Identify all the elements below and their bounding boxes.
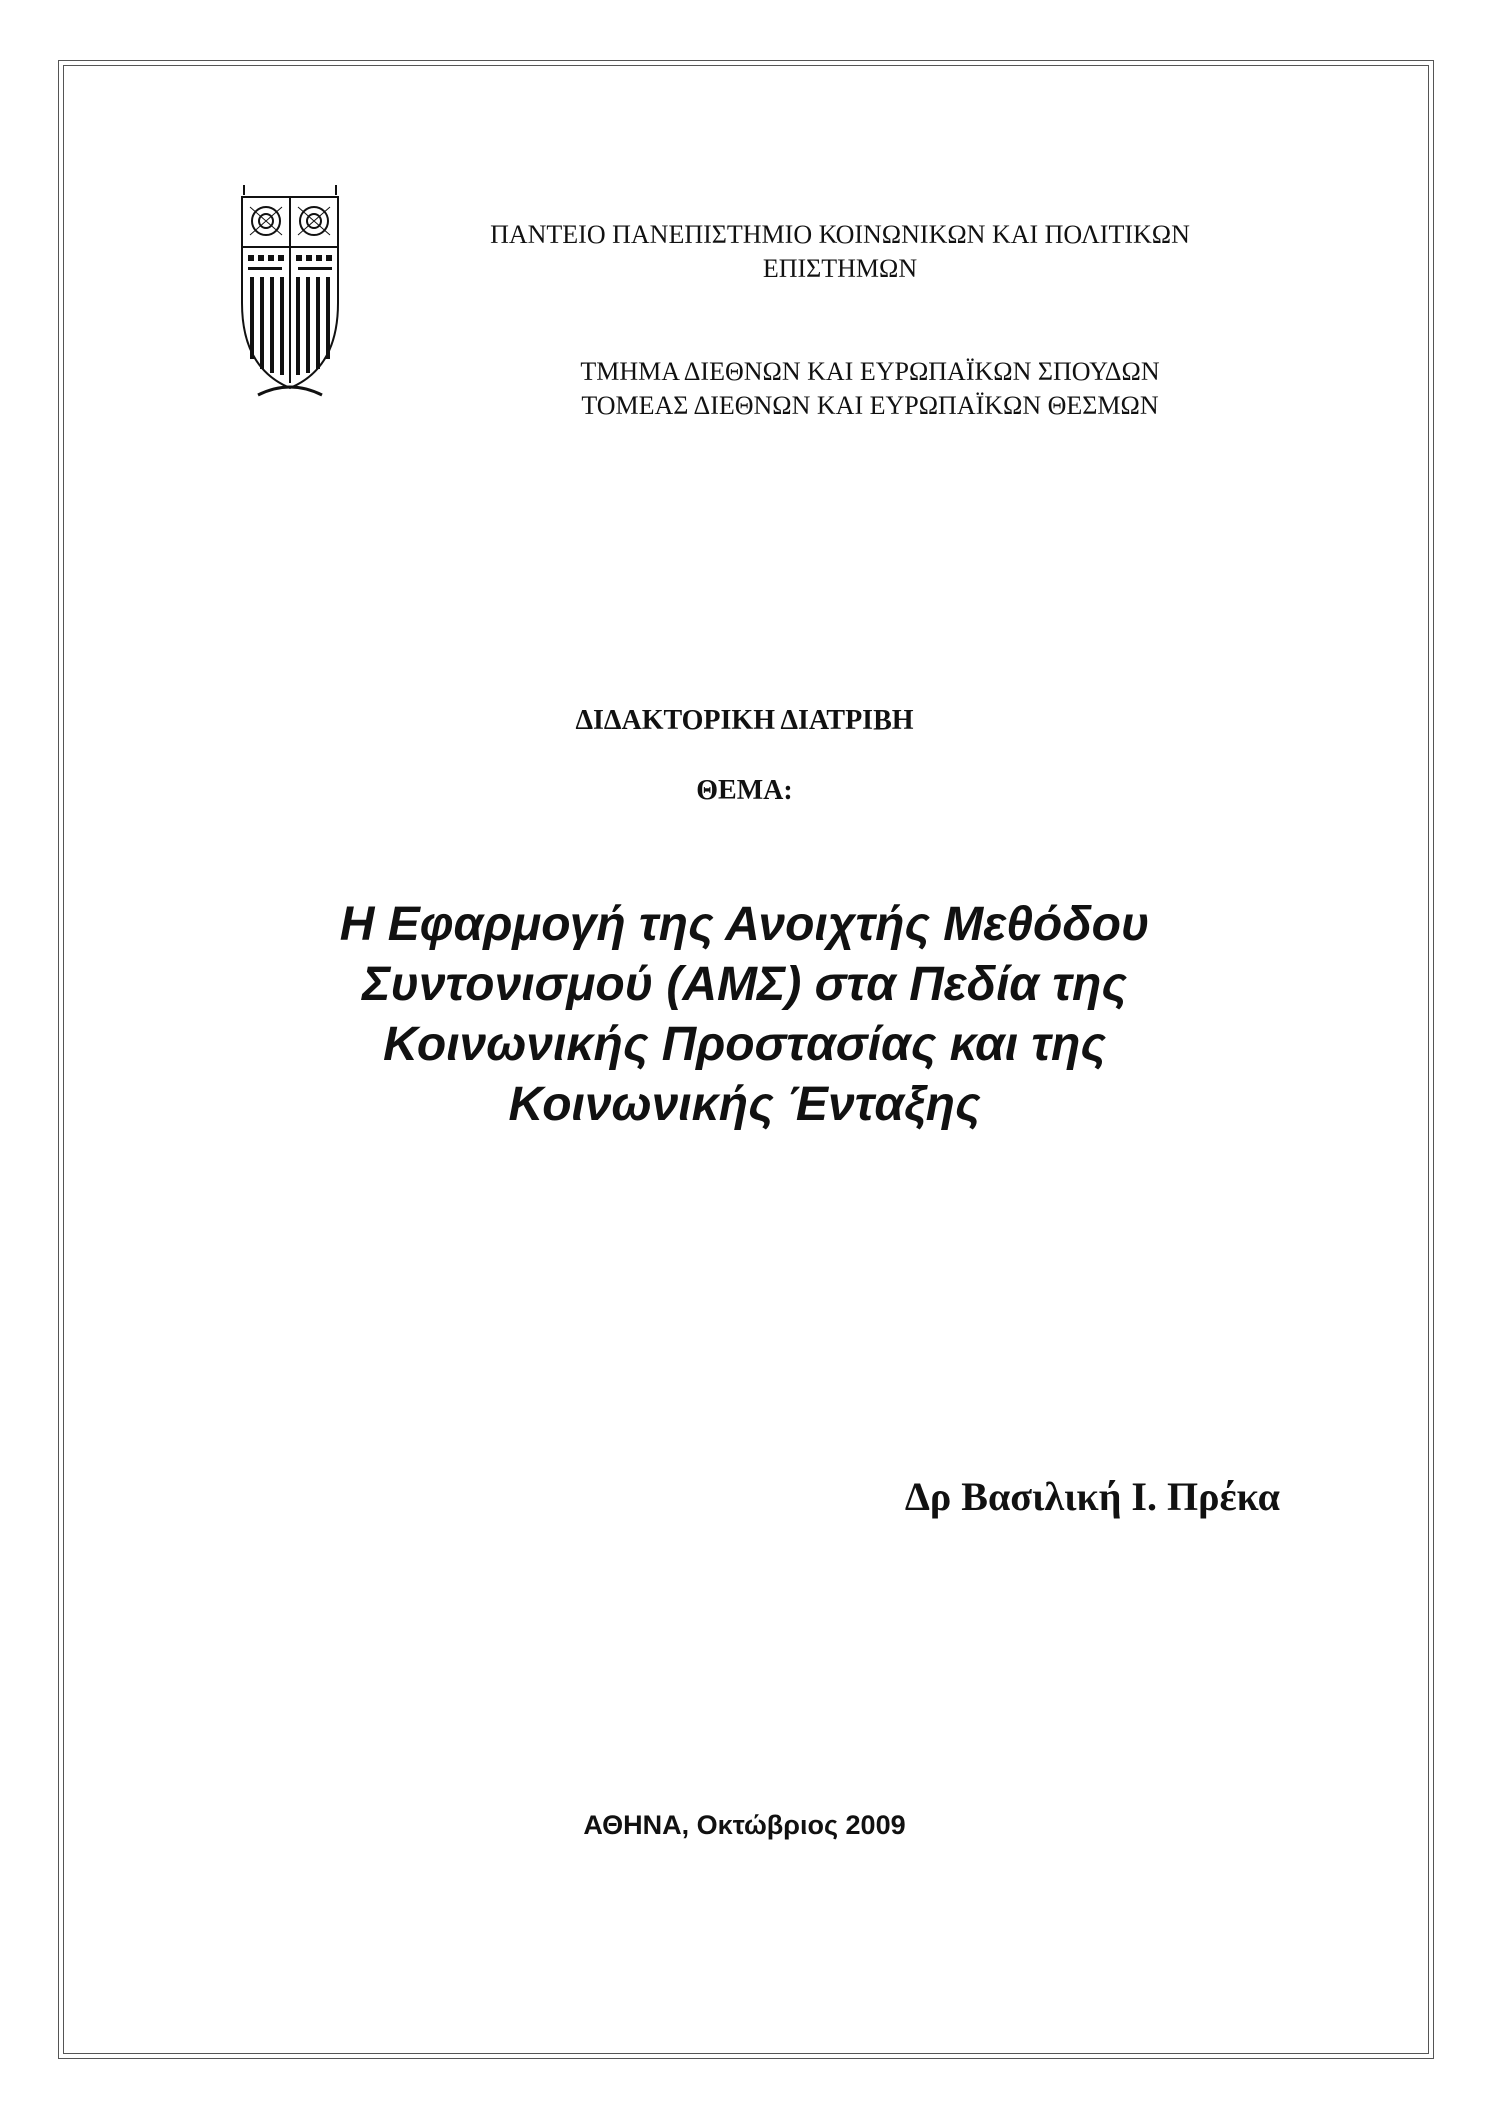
thesis-title-line-1: Η Εφαρμογή της Ανοιχτής Μεθόδου [339,898,1150,951]
sector-name: ΤΟΜΕΑΣ ΔΙΕΘΝΩΝ ΚΑΙ ΕΥΡΩΠΑΪΚΩΝ ΘΕΣΜΩΝ [581,391,1159,420]
place-and-date: ΑΘΗΝΑ, Οκτώβριος 2009 [583,1810,906,1840]
panteion-university-crest-icon [236,183,344,403]
thesis-type: ΔΙΔΑΚΤΟΡΙΚΗ ΔΙΑΤΡΙΒΗ [575,705,914,736]
thesis-title-line-2: Συντονισμού (ΑΜΣ) στα Πεδία της [362,958,1127,1011]
university-name-line-1: ΠΑΝΤΕΙΟ ΠΑΝΕΠΙΣΤΗΜΙΟ ΚΟΙΝΩΝΙΚΩΝ ΚΑΙ ΠΟΛΙΤΙΚΩΝ [490,220,1190,249]
university-name-line-2: ΕΠΙΣΤΗΜΩΝ [762,254,918,283]
department-block [520,355,1220,423]
thesis-title-line-3: Κοινωνικής Προστασίας και της [383,1018,1106,1071]
university-name [420,218,1260,286]
topic-label: ΘΕΜΑ: [696,775,793,806]
thesis-title-line-4: Κοινωνικής Ένταξης [508,1078,981,1131]
author-name: Δρ Βασιλική Ι. Πρέκα [904,1474,1280,1519]
thesis-title [200,895,1289,1135]
department-name: ΤΜΗΜΑ ΔΙΕΘΝΩΝ ΚΑΙ ΕΥΡΩΠΑΪΚΩΝ ΣΠΟΥΔΩΝ [580,357,1160,386]
